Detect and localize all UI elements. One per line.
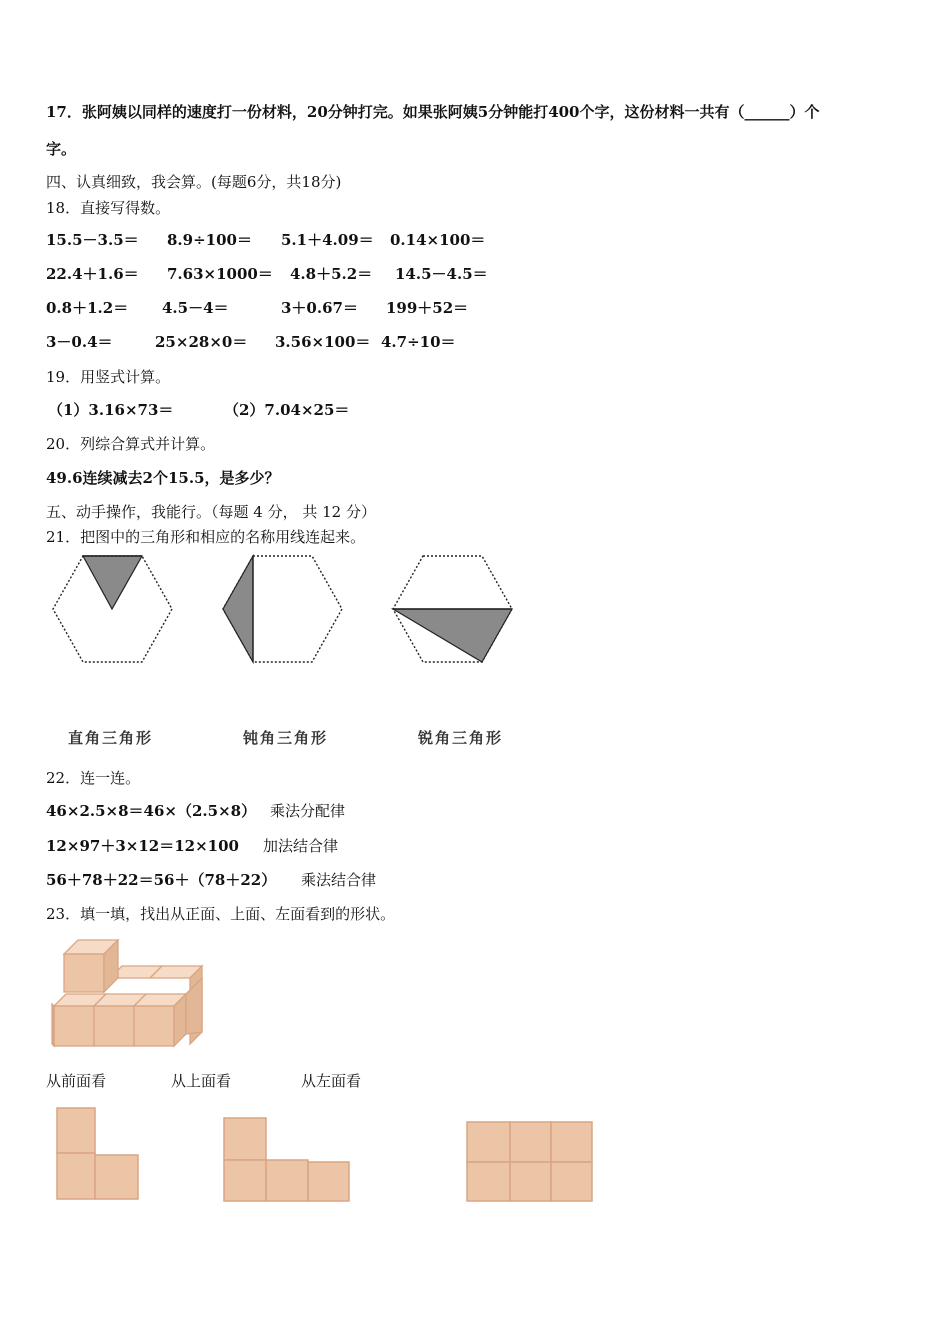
q20-title: 20．列综合算式并计算。 [46, 435, 216, 453]
calc-item: 3－0.4＝ [46, 333, 113, 351]
q20-text: 49.6连续减去2个15.5，是多少？ [46, 469, 280, 487]
view-shape-3 [467, 1122, 592, 1201]
label-acute-triangle: 锐角三角形 [418, 729, 504, 747]
calc-item: 15.5－3.5＝ [46, 231, 139, 249]
q19-item-1: （1）3.16×73＝ [48, 401, 174, 419]
label-right-triangle: 直角三角形 [68, 729, 154, 747]
view-label-top: 从上面看 [171, 1072, 232, 1090]
calc-item: 22.4＋1.6＝ [46, 265, 139, 283]
q22-left-item-1: 46×2.5×8＝46×（2.5×8） [46, 802, 257, 820]
calc-item: 14.5－4.5＝ [395, 265, 488, 283]
q21-title: 21．把图中的三角形和相应的名称用线连起来。 [46, 528, 366, 546]
q17-line1: 17．张阿姨以同样的速度打一份材料，20分钟打完。如果张阿姨5分钟能打400个字，这份材料一共有（______）个 [46, 103, 820, 121]
calc-item: 5.1＋4.09＝ [281, 231, 374, 249]
q23-title: 23．填一填，找出从正面、上面、左面看到的形状。 [46, 905, 396, 923]
calc-item: 199＋52＝ [386, 299, 469, 317]
view-label-left: 从左面看 [301, 1072, 362, 1090]
q22-right-item-3: 乘法结合律 [301, 871, 377, 889]
q22-left-item-3: 56＋78＋22＝56＋（78＋22） [46, 871, 277, 889]
section5-title: 五、动手操作，我能行。（每题 4 分， 共 12 分） [46, 503, 376, 521]
calc-item: 4.7÷10＝ [381, 333, 456, 351]
section4-title: 四、认真细致，我会算。(每题6分，共18分) [46, 173, 342, 191]
calc-item: 0.8＋1.2＝ [46, 299, 129, 317]
view-shape-2 [224, 1118, 349, 1201]
q22-right-item-2: 加法结合律 [263, 837, 339, 855]
q22-left-item-2: 12×97＋3×12＝12×100 [46, 837, 239, 855]
q22-title: 22．连一连。 [46, 769, 141, 787]
q18-title: 18．直接写得数。 [46, 199, 171, 217]
view-label-front: 从前面看 [46, 1072, 107, 1090]
calc-item: 4.5－4＝ [162, 299, 229, 317]
view-shape-1 [57, 1108, 138, 1199]
q19-title: 19．用竖式计算。 [46, 368, 171, 386]
calc-item: 3.56×100＝ [275, 333, 371, 351]
calc-item: 0.14×100＝ [390, 231, 486, 249]
calc-item: 7.63×1000＝ [167, 265, 273, 283]
calc-item: 3＋0.67＝ [281, 299, 358, 317]
calc-item: 8.9÷100＝ [167, 231, 252, 249]
q17-line2: 字。 [46, 140, 77, 158]
q22-right-item-1: 乘法分配律 [270, 802, 346, 820]
label-obtuse-triangle: 钝角三角形 [243, 729, 329, 747]
calc-item: 25×28×0＝ [155, 333, 248, 351]
calc-item: 4.8＋5.2＝ [290, 265, 373, 283]
q19-item-2: （2）7.04×25＝ [224, 401, 350, 419]
